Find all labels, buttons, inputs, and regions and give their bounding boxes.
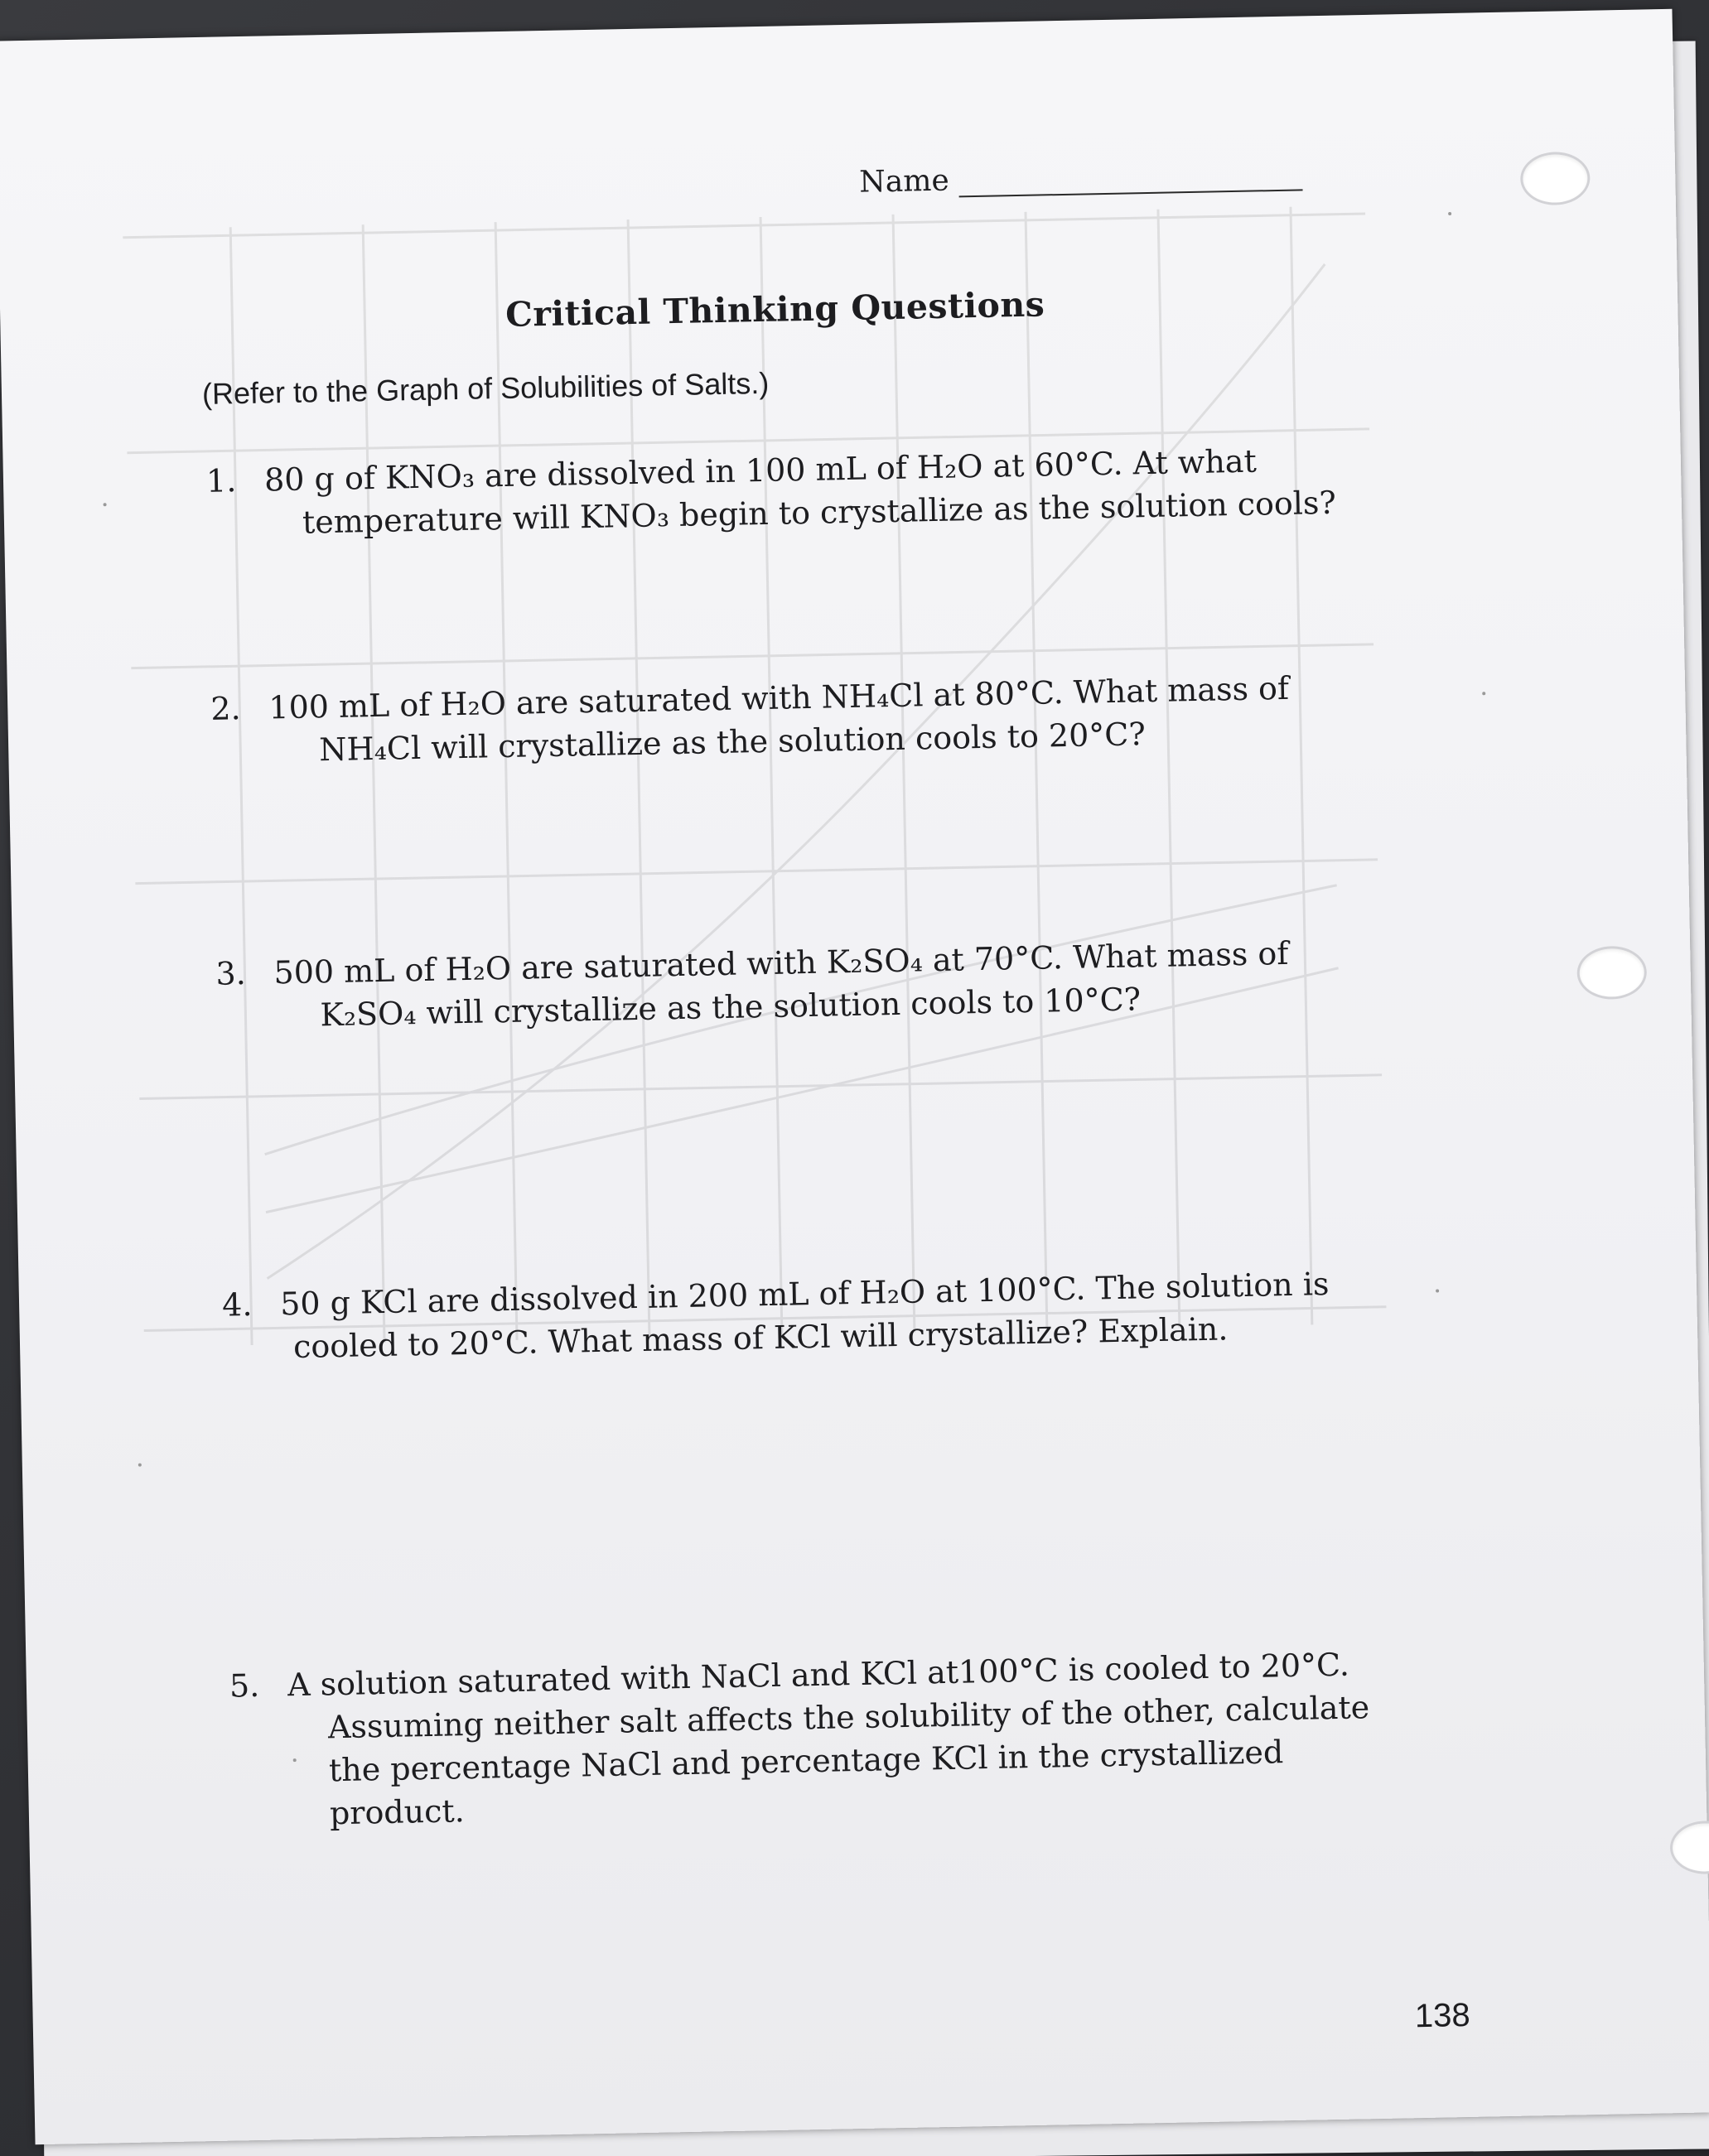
- paper-speck: [1436, 1289, 1439, 1292]
- question-text-line: the percentage NaCl and percentage KCl in the crystallized: [328, 1734, 1284, 1789]
- page-number: 138: [1414, 1996, 1471, 2035]
- question-text-line: 100 mL of H₂O are saturated with NH₄Cl at 80°C. What mass of: [268, 669, 1290, 726]
- instruction-text: (Refer to the Graph of Solubilities of Salts.): [201, 365, 770, 411]
- question-4: [222, 1262, 1330, 1370]
- punch-hole-top: [1520, 152, 1591, 206]
- question-number: 4.: [221, 1285, 253, 1324]
- question-number: 5.: [229, 1666, 260, 1705]
- question-2: [210, 667, 1291, 774]
- question-text-line: 500 mL of H₂O are saturated with K₂SO₄ at 70°C. What mass of: [273, 934, 1289, 991]
- question-number: 1.: [205, 462, 237, 499]
- question-text-line: Assuming neither salt affects the solubility of the other, calculate: [327, 1689, 1370, 1746]
- question-text-line: temperature will KNO₃ begin to crystallize as the solution cools?: [302, 484, 1337, 541]
- worksheet-page: [0, 9, 1709, 2144]
- paper-speck: [293, 1758, 297, 1762]
- name-field[interactable]: [859, 157, 1303, 199]
- question-text-line: 50 g KCl are dissolved in 200 mL of H₂O at 100°C. The solution is: [279, 1266, 1330, 1323]
- question-text-line: cooled to 20°C. What mass of KCl will crystallize? Explain.: [292, 1310, 1229, 1366]
- paper-speck: [104, 503, 107, 506]
- paper-speck: [1448, 212, 1451, 215]
- question-1: [206, 438, 1337, 546]
- paper-speck: [1482, 692, 1485, 695]
- question-number: 3.: [215, 955, 247, 992]
- question-text-line: NH₄Cl will crystallize as the solution cools to 20°C?: [318, 716, 1147, 769]
- punch-hole-bottom: [1669, 1821, 1709, 1875]
- paper-speck: [138, 1464, 142, 1467]
- question-text-line: 80 g of KNO₃ are dissolved in 100 mL of H₂O at 60°C. At what: [263, 442, 1258, 499]
- question-5: [229, 1642, 1371, 1836]
- name-label: Name: [858, 163, 950, 200]
- question-3: [215, 932, 1290, 1039]
- question-text-line: K₂SO₄ will crystallize as the solution cools to 10°C?: [320, 981, 1142, 1034]
- question-text-line: A solution saturated with NaCl and KCl at100°C is cooled to 20°C.: [287, 1646, 1350, 1704]
- question-number: 2.: [210, 690, 242, 727]
- page-title: Critical Thinking Questions: [504, 284, 1045, 335]
- punch-hole-middle: [1576, 946, 1647, 1001]
- question-text-line: product.: [329, 1792, 466, 1832]
- name-blank-line[interactable]: [958, 164, 1303, 197]
